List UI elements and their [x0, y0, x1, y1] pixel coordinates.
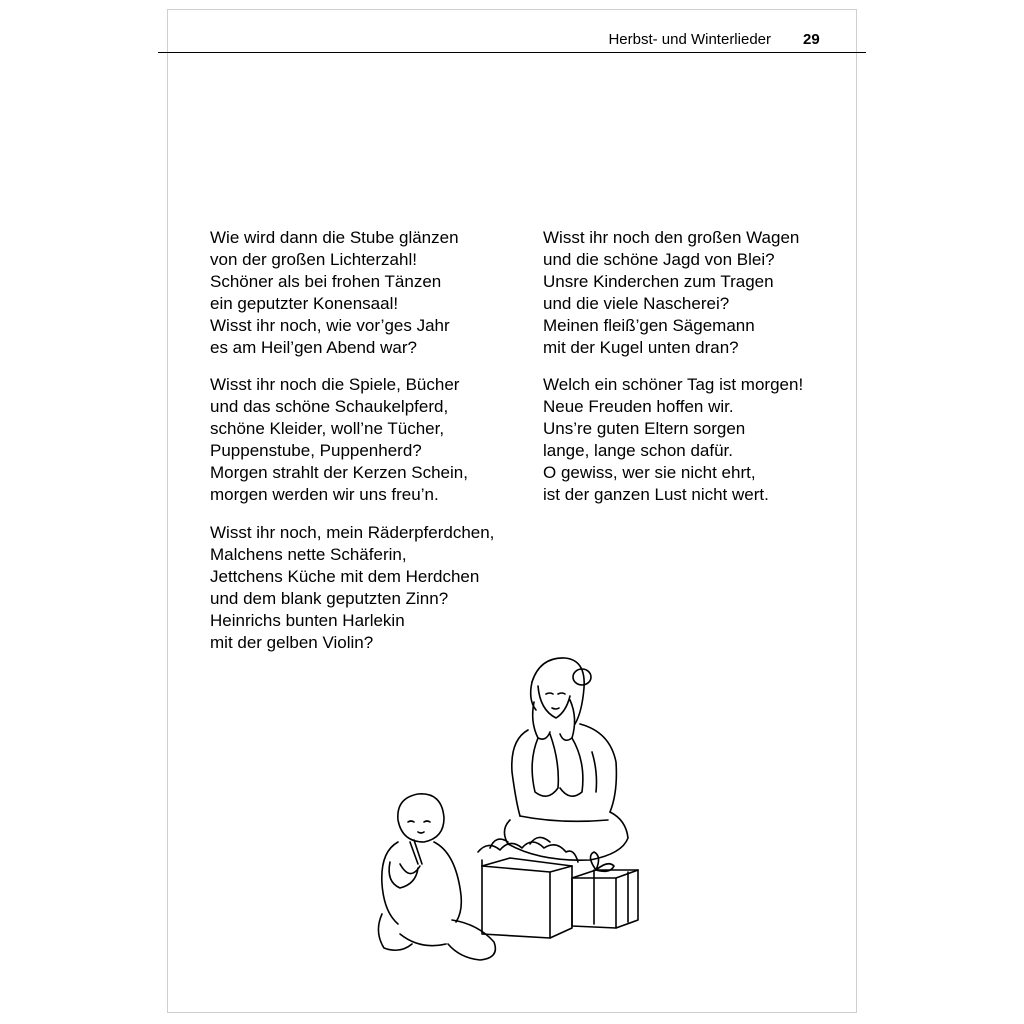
poem-line: Wie wird dann die Stube glänzen: [210, 228, 459, 247]
poem-line: Jettchens Küche mit dem Herdchen: [210, 567, 480, 586]
poem-line: und die schöne Jagd von Blei?: [543, 250, 775, 269]
stanza-3: [210, 522, 494, 654]
poem-line: lange, lange schon dafür.: [543, 441, 733, 460]
poem-line: O gewiss, wer sie nicht ehrt,: [543, 463, 756, 482]
stanza-5: [543, 374, 803, 506]
poem-line: ist der ganzen Lust nicht wert.: [543, 485, 769, 504]
poem-line: Schöner als bei frohen Tänzen: [210, 272, 442, 291]
poem-line: und die viele Nascherei?: [543, 294, 730, 313]
poem-line: Morgen strahlt der Kerzen Schein,: [210, 463, 468, 482]
poem-line: Uns’re guten Eltern sorgen: [543, 419, 746, 438]
stanza-4: [543, 227, 799, 359]
poem-line: von der großen Lichterzahl!: [210, 250, 417, 269]
baby-figure: [378, 794, 495, 960]
poem-line: Neue Freuden hoffen wir.: [543, 397, 734, 416]
poem-line: mit der gelben Violin?: [210, 633, 374, 652]
poem-line: Wisst ihr noch, mein Räderpferdchen,: [210, 523, 495, 542]
poem-line: Puppenstube, Puppenherd?: [210, 441, 422, 460]
gift-box-ribbon: [572, 852, 638, 928]
poem-line: Unsre Kinderchen zum Tragen: [543, 272, 774, 291]
poem-line: schöne Kleider, woll’ne Tücher,: [210, 419, 445, 438]
poem-line: Wisst ihr noch die Spiele, Bücher: [210, 375, 460, 394]
mother-baby-gifts-illustration: [360, 652, 650, 972]
poem-line: Malchens nette Schäferin,: [210, 545, 407, 564]
header-rule: [158, 52, 866, 53]
poem-line: es am Heil’gen Abend war?: [210, 338, 417, 357]
page-number: 29: [803, 31, 820, 48]
stanza-2: [210, 374, 468, 506]
running-title: Herbst- und Winterlieder: [608, 31, 771, 48]
poem-line: und dem blank geputzten Zinn?: [210, 589, 449, 608]
poem-line: Welch ein schöner Tag ist morgen!: [543, 375, 804, 394]
poem-line: Wisst ihr noch den großen Wagen: [543, 228, 800, 247]
poem-line: mit der Kugel unten dran?: [543, 338, 739, 357]
poem-line: ein geputzter Konensaal!: [210, 294, 399, 313]
poem-line: Heinrichs bunten Harlekin: [210, 611, 405, 630]
poem-line: und das schöne Schaukelpferd,: [210, 397, 449, 416]
poem-line: Meinen fleiß’gen Sägemann: [543, 316, 755, 335]
mother-figure: [504, 658, 628, 860]
poem-line: morgen werden wir uns freu’n.: [210, 485, 439, 504]
poem-line: Wisst ihr noch, wie vor’ges Jahr: [210, 316, 450, 335]
stanza-1: [210, 227, 459, 359]
